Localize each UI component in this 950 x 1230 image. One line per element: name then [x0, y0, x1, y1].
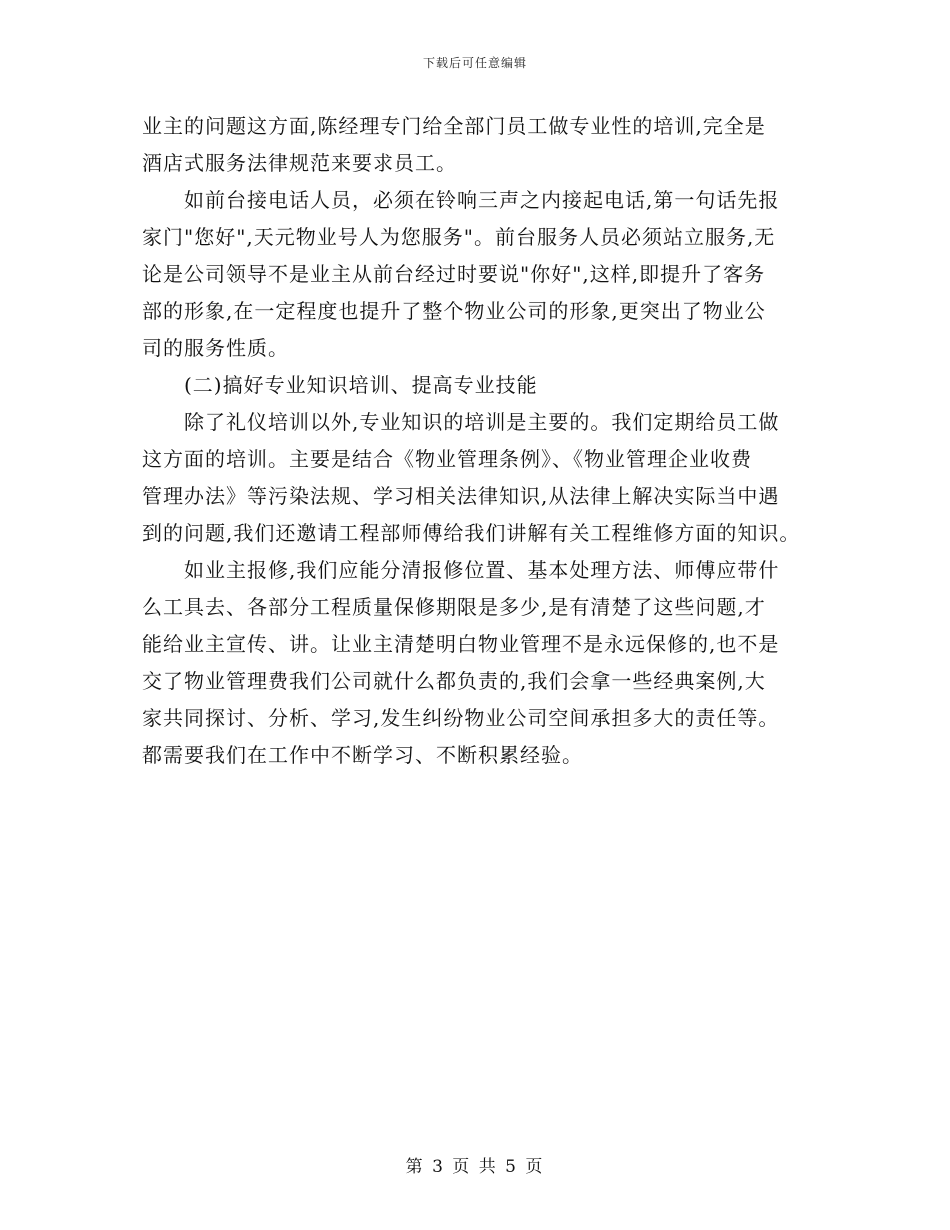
- text-line: 交了物业管理费我们公司就什么都负责的,我们会拿一些经典案例,大: [142, 669, 766, 693]
- section-heading: (二)搞好专业知识培训、提高专业技能: [184, 373, 538, 397]
- text-line: 么工具去、各部分工程质量保修期限是多少,是有清楚了这些问题,才: [142, 595, 766, 619]
- text-line: 业主的问题这方面,陈经理专门给全部门员工做专业性的培训,完全是: [142, 114, 766, 138]
- text-line: 司的服务性质。: [142, 336, 289, 360]
- text-line: 这方面的培训。主要是结合《物业管理条例》、《物业管理企业收费: [142, 447, 752, 471]
- text-line: 管理办法》等污染法规、学习相关法律知识,从法律上解决实际当中遇: [142, 484, 780, 508]
- text-line: 论是公司领导不是业主从前台经过时要说"你好",这样,即提升了客务: [142, 262, 766, 286]
- text-line: 能给业主宣传、讲。让业主清楚明白物业管理不是永远保修的,也不是: [142, 632, 780, 656]
- text-line: 家门"您好",天元物业号人为您服务"。前台服务人员必须站立服务,无: [142, 225, 776, 249]
- text-line: 部的形象,在一定程度也提升了整个物业公司的形象,更突出了物业公: [142, 299, 766, 323]
- text-line: 除了礼仪培训以外,专业知识的培训是主要的。我们定期给员工做: [184, 410, 780, 434]
- document-body: [142, 108, 818, 774]
- text-line: 到的问题,我们还邀请工程部师傅给我们讲解有关工程维修方面的知识。: [142, 521, 801, 545]
- page-header-note: 下载后可任意编辑: [422, 56, 527, 70]
- text-line: 酒店式服务法律规范来要求员工。: [142, 151, 457, 175]
- page-number: 第 3 页 共 5 页: [405, 1157, 545, 1177]
- text-line: 家共同探讨、分析、学习,发生纠纷物业公司空间承担多大的责任等。: [142, 706, 780, 730]
- text-line: 如业主报修,我们应能分清报修位置、基本处理方法、师傅应带什: [184, 558, 780, 582]
- text-line: 都需要我们在工作中不断学习、不断积累经验。: [142, 743, 583, 767]
- text-line: 如前台接电话人员，必须在铃响三声之内接起电话,第一句话先报: [184, 188, 780, 212]
